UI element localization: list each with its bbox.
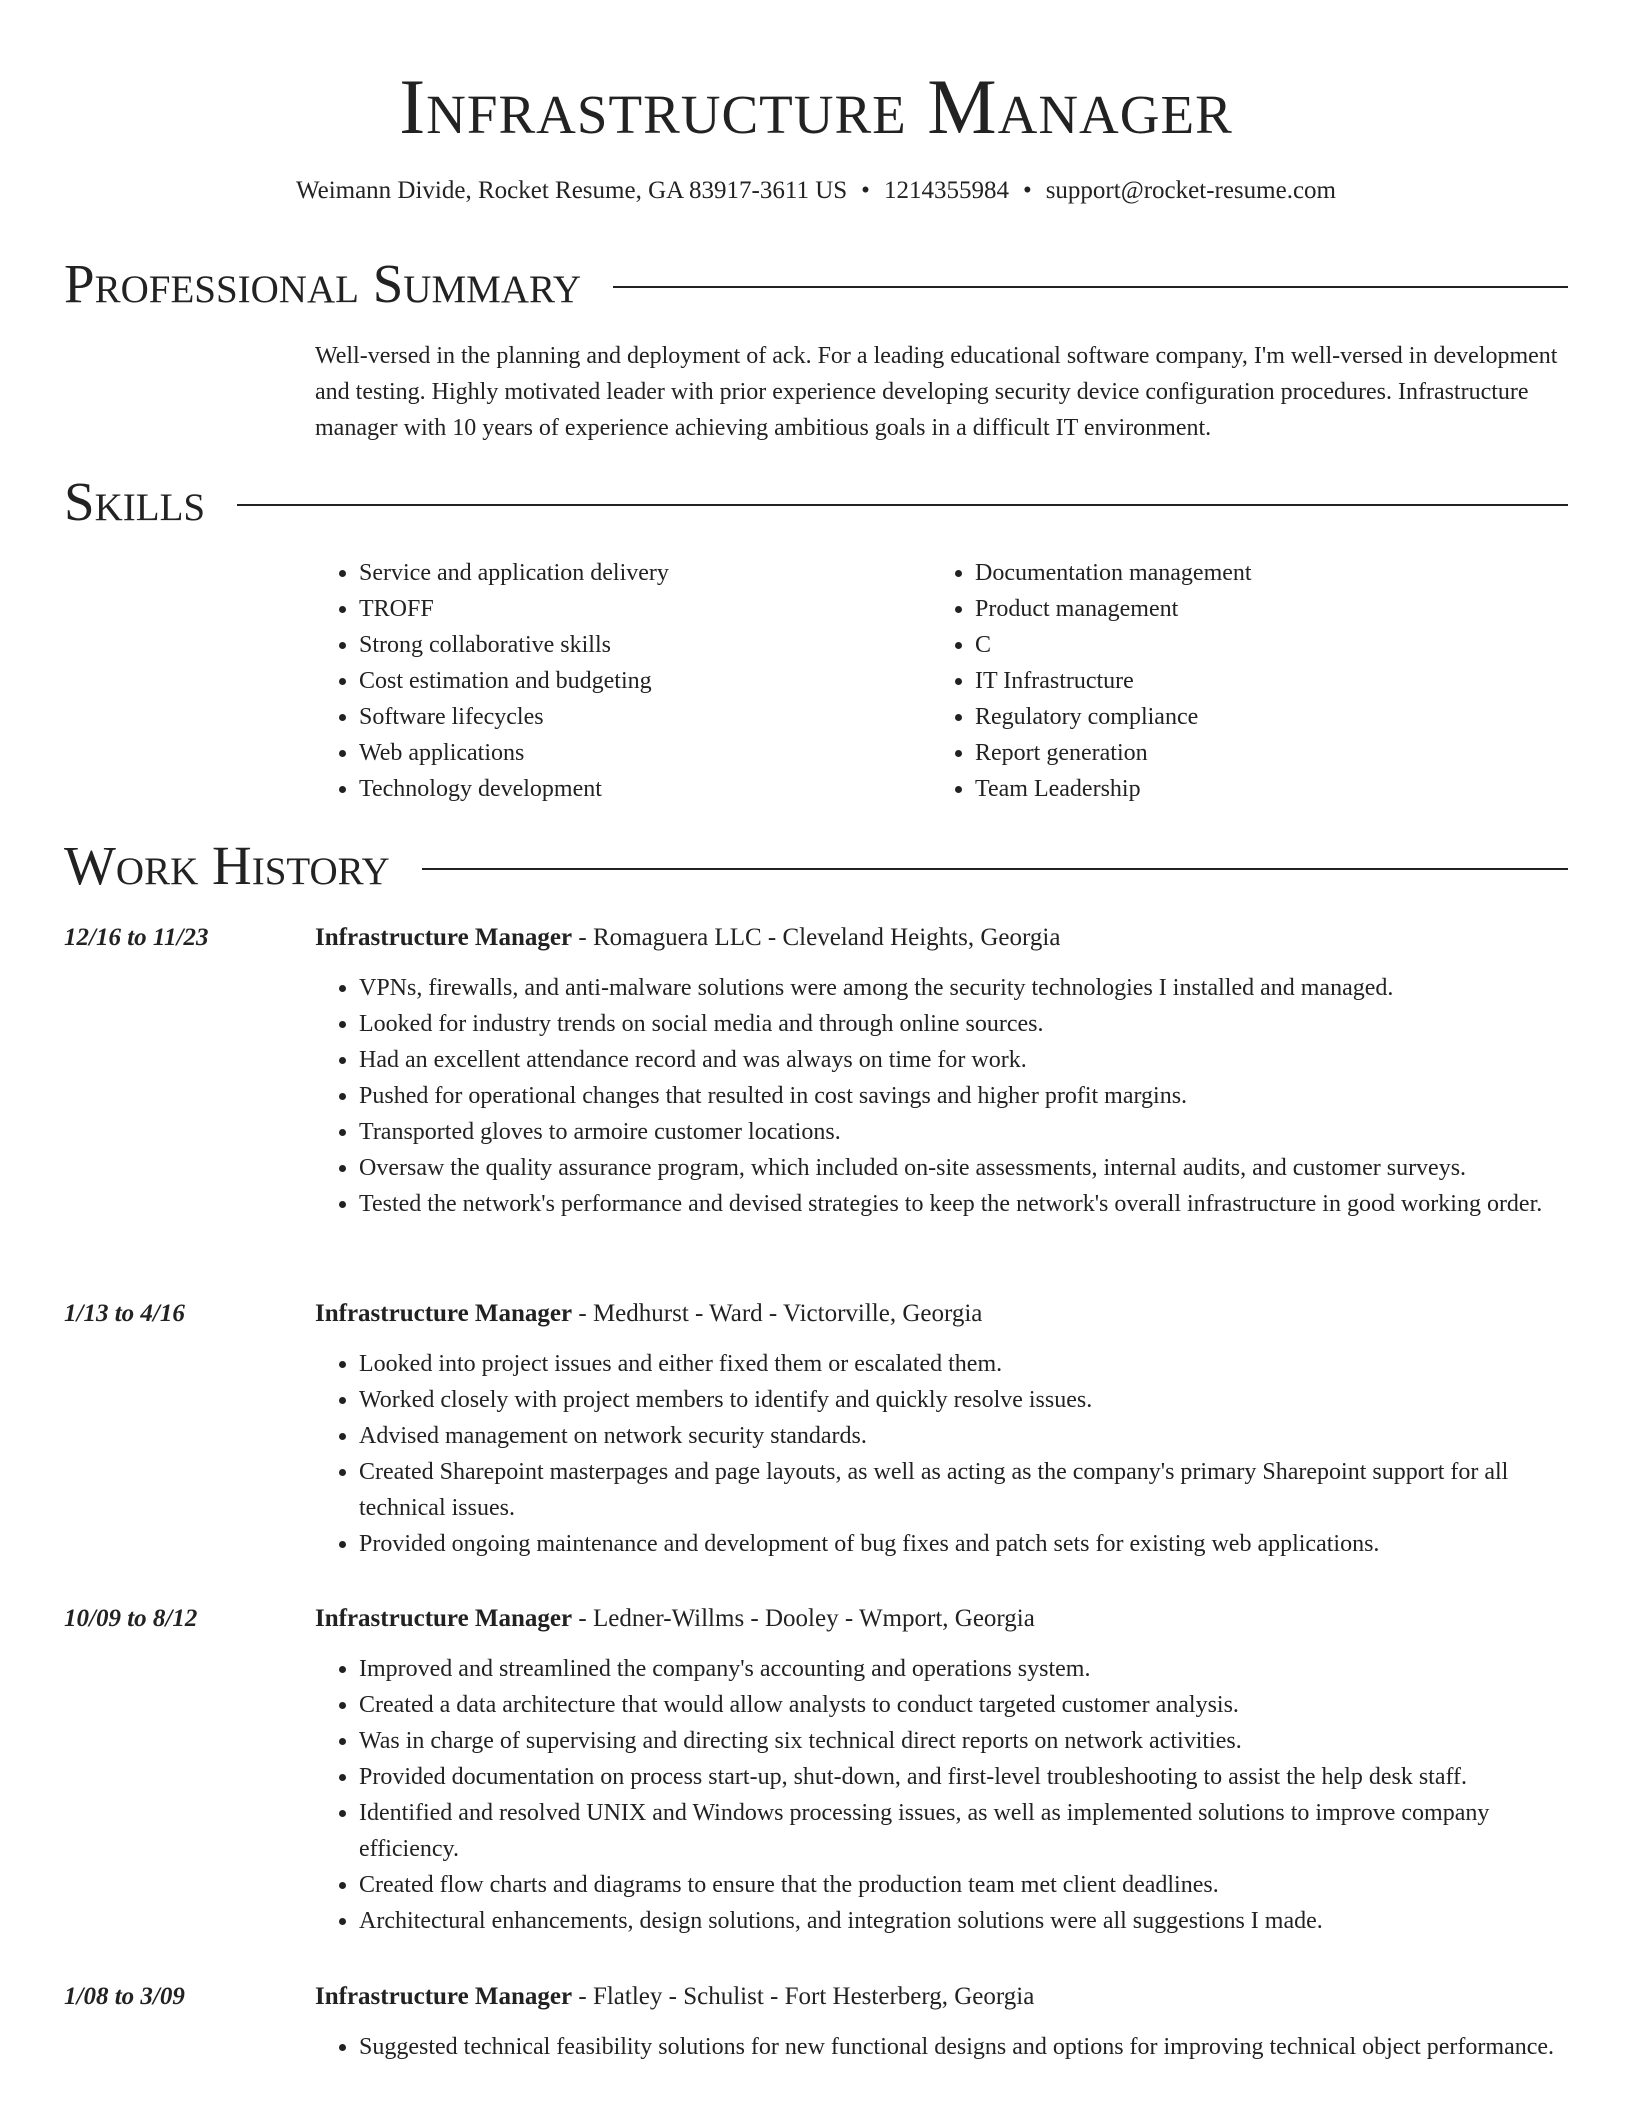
skills-list bbox=[315, 555, 1575, 807]
job-bullet: • Provided documentation on process start-up, shut-down, and first-level troubleshooting to assist the help desk staff. bbox=[359, 1759, 1568, 1795]
job-heading bbox=[315, 1979, 1568, 2015]
job-company: - Flatley - Schulist - Fort Hesterberg, Georgia bbox=[572, 1983, 1035, 2010]
skills-column-right bbox=[931, 555, 1575, 807]
job-bullet: • Worked closely with project members to identify and quickly resolve issues. bbox=[359, 1382, 1568, 1418]
job-title: Infrastructure Manager bbox=[315, 1300, 573, 1327]
skill-item: • Software lifecycles bbox=[359, 699, 931, 735]
job-bullet: • Tested the network's performance and devised strategies to keep the network's overall infrastructure in good working order. bbox=[359, 1186, 1568, 1222]
contact-address: Weimann Divide, Rocket Resume, GA 83917-3611 US bbox=[296, 177, 848, 204]
contact-separator: • bbox=[861, 177, 870, 204]
contact-separator: • bbox=[1022, 177, 1032, 204]
summary-text: Well-versed in the planning and deployment of ack. For a leading educational software company, I'm well-versed in development and testing. Highly motivated leader with prior experience developing security device configuration procedures. Infrastructure manager with 10 years of experience achieving ambitious goals in a difficult IT environment. bbox=[315, 343, 1558, 441]
job-heading bbox=[315, 1296, 1568, 1332]
job-bullet: • Created a data architecture that would allow analysts to conduct targeted customer analysis. bbox=[359, 1687, 1568, 1723]
skill-item: • Regulatory compliance bbox=[975, 699, 1575, 735]
job-bullet: • Pushed for operational changes that resulted in cost savings and higher profit margins. bbox=[359, 1078, 1568, 1114]
job-bullets bbox=[315, 2029, 1568, 2065]
job-title: Infrastructure Manager bbox=[315, 1605, 573, 1632]
contact-line bbox=[0, 174, 1632, 208]
job-company: - Romaguera LLC - Cleveland Heights, Georgia bbox=[572, 924, 1061, 951]
job-dates: 1/13 to 4/16 bbox=[64, 1300, 185, 1327]
skills-column-left bbox=[315, 555, 931, 807]
job-heading bbox=[315, 920, 1568, 956]
skill-item: • Cost estimation and budgeting bbox=[359, 663, 931, 699]
job-bullet: • Created Sharepoint masterpages and page layouts, as well as acting as the company's primary Sharepoint support for all technical issues. bbox=[359, 1454, 1568, 1526]
job-bullet: • Looked for industry trends on social media and through online sources. bbox=[359, 1006, 1568, 1042]
job-heading bbox=[315, 1601, 1568, 1637]
work-section-header bbox=[64, 834, 1568, 898]
skill-item: • Report generation bbox=[975, 735, 1575, 771]
job-dates: 12/16 to 11/23 bbox=[64, 924, 209, 951]
job-bullet: • Architectural enhancements, design solutions, and integration solutions were all suggestions I made. bbox=[359, 1903, 1568, 1939]
job-bullet: • Provided ongoing maintenance and development of bug fixes and patch sets for existing web applications. bbox=[359, 1526, 1568, 1562]
job-bullet: • Identified and resolved UNIX and Windows processing issues, as well as implemented solutions to improve company efficiency. bbox=[359, 1795, 1568, 1867]
skill-item: • Product management bbox=[975, 591, 1575, 627]
job-bullet: • Was in charge of supervising and directing six technical direct reports on network activities. bbox=[359, 1723, 1568, 1759]
skill-item: • Web applications bbox=[359, 735, 931, 771]
work-section-title: Work History bbox=[64, 835, 390, 896]
section-divider bbox=[422, 868, 1568, 870]
summary-section-header bbox=[64, 252, 1568, 316]
job-bullet: • Oversaw the quality assurance program, which included on-site assessments, internal audits, and customer surveys. bbox=[359, 1150, 1568, 1186]
job-bullet: • Had an excellent attendance record and was always on time for work. bbox=[359, 1042, 1568, 1078]
job-title: Infrastructure Manager bbox=[315, 1983, 573, 2010]
job-bullet: • Suggested technical feasibility solutions for new functional designs and options for improving technical object performance. bbox=[359, 2029, 1568, 2065]
contact-phone: 1214355984 bbox=[883, 177, 1009, 204]
job-bullet: • Improved and streamlined the company's accounting and operations system. bbox=[359, 1651, 1568, 1687]
job-bullet: • Created flow charts and diagrams to ensure that the production team met client deadlines. bbox=[359, 1867, 1568, 1903]
skill-item: • Service and application delivery bbox=[359, 555, 931, 591]
skill-item: • Technology development bbox=[359, 771, 931, 807]
skill-item: • Team Leadership bbox=[975, 771, 1575, 807]
section-divider bbox=[613, 286, 1568, 288]
skills-section-header bbox=[64, 470, 1568, 534]
job-bullets bbox=[315, 1651, 1568, 1939]
job-bullet: • Looked into project issues and either fixed them or escalated them. bbox=[359, 1346, 1568, 1382]
candidate-name: Infrastructure Manager bbox=[399, 63, 1233, 150]
job-bullet: • Transported gloves to armoire customer locations. bbox=[359, 1114, 1568, 1150]
contact-email[interactable]: support@rocket-resume.com bbox=[1045, 177, 1336, 204]
job-bullets bbox=[315, 1346, 1568, 1562]
skills-section-title: Skills bbox=[64, 471, 206, 532]
summary-section-title: Professional Summary bbox=[64, 253, 582, 314]
job-company: - Medhurst - Ward - Victorville, Georgia bbox=[572, 1300, 983, 1327]
job-bullets bbox=[315, 970, 1568, 1222]
skill-item: • C bbox=[975, 627, 1575, 663]
skill-item: • Documentation management bbox=[975, 555, 1575, 591]
skill-item: • TROFF bbox=[359, 591, 931, 627]
job-bullet: • VPNs, firewalls, and anti-malware solutions were among the security technologies I installed and managed. bbox=[359, 970, 1568, 1006]
job-dates: 1/08 to 3/09 bbox=[64, 1983, 185, 2010]
job-dates: 10/09 to 8/12 bbox=[64, 1605, 198, 1632]
section-divider bbox=[237, 504, 1568, 506]
job-bullet: • Advised management on network security standards. bbox=[359, 1418, 1568, 1454]
job-company: - Ledner-Willms - Dooley - Wmport, Georgia bbox=[572, 1605, 1035, 1632]
skill-item: • IT Infrastructure bbox=[975, 663, 1575, 699]
skill-item: • Strong collaborative skills bbox=[359, 627, 931, 663]
job-title: Infrastructure Manager bbox=[315, 924, 573, 951]
